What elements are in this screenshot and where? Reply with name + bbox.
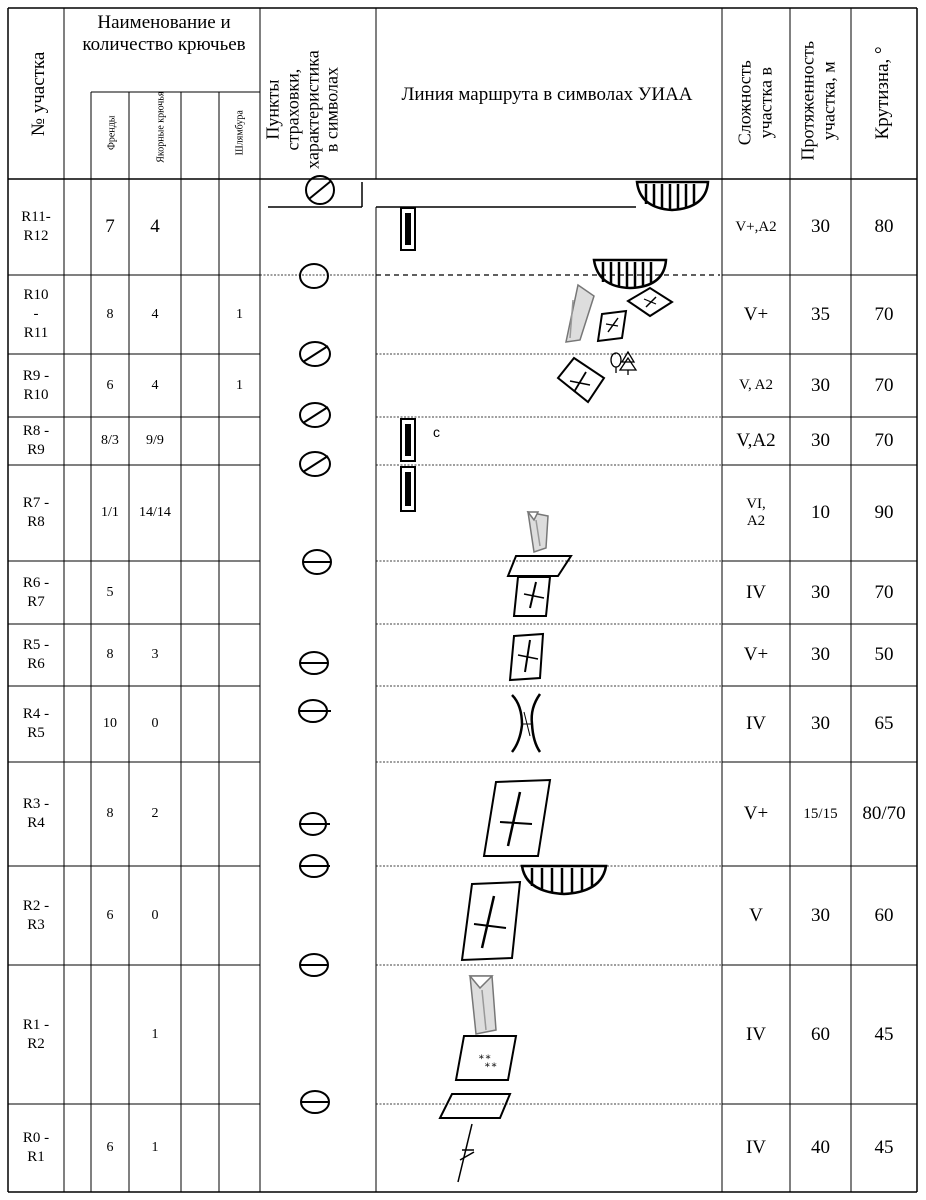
anchor-hooks-count: 4 xyxy=(151,306,159,322)
belay-point-icon xyxy=(300,652,328,674)
header-hooks-group: Наименование и количество крючьев xyxy=(82,12,246,55)
belay-point-icon xyxy=(300,342,330,366)
header-difficulty: Сложность участка в xyxy=(734,60,775,146)
belay-point-icon xyxy=(300,403,330,427)
belay-point-icon xyxy=(268,176,362,207)
belay-point-icon xyxy=(301,1091,329,1113)
frends-count: 5 xyxy=(106,584,114,600)
anchor-hooks-count: 2 xyxy=(151,806,159,821)
overhang-icon xyxy=(637,182,708,210)
header-frends: Френды xyxy=(106,115,118,150)
rock-slab-icon xyxy=(628,288,672,316)
section-length: 30 xyxy=(811,581,830,603)
section-length: 30 xyxy=(811,374,830,396)
difficulty: IV xyxy=(745,581,767,603)
difficulty: V xyxy=(749,904,763,926)
steepness: 45 xyxy=(874,1137,894,1158)
frends-count: 6 xyxy=(106,1140,114,1155)
belay-point-icon xyxy=(300,264,328,288)
anchor-hooks-count: 1 xyxy=(151,1026,159,1042)
anchor-hooks-count: 4 xyxy=(150,216,160,237)
slings-count: 1 xyxy=(236,377,243,393)
section-label: R3 - R4 xyxy=(22,796,50,831)
steepness: 65 xyxy=(874,713,894,734)
steepness: 70 xyxy=(874,581,894,603)
frends-count: 8 xyxy=(106,647,114,662)
snow-slab-icon xyxy=(508,556,571,576)
difficulty: V+,A2 xyxy=(735,218,777,235)
belay-point-icon xyxy=(299,700,331,722)
difficulty: IV xyxy=(745,1023,767,1045)
rock-slab-icon xyxy=(514,577,550,616)
frends-count: 10 xyxy=(103,716,117,731)
chimney-icon xyxy=(512,694,540,752)
anchor-hooks-count: 0 xyxy=(151,907,159,923)
ice-icon xyxy=(566,285,594,342)
anchor-hooks-count: 9/9 xyxy=(146,433,164,448)
difficulty: V+ xyxy=(743,303,769,325)
rock-slab-icon xyxy=(484,780,550,856)
snow-slab-icon xyxy=(456,1036,516,1080)
section-label: R1 - R2 xyxy=(22,1016,50,1052)
frends-count: 6 xyxy=(106,377,114,393)
section-label: R5 - R6 xyxy=(22,637,50,672)
difficulty: V+ xyxy=(743,644,769,665)
header-slings: Шлямбура xyxy=(234,110,246,156)
header-route-line: Линия маршрута в символах УИАА xyxy=(401,84,693,105)
header-anchor-hooks: Якорные крючья xyxy=(155,91,167,163)
frends-count: 8 xyxy=(106,806,114,821)
steepness: 90 xyxy=(874,502,894,523)
section-label: R7 - R8 xyxy=(22,495,50,530)
section-label: R8 - R9 xyxy=(22,423,50,458)
rock-slab-icon xyxy=(598,311,626,341)
section-length: 30 xyxy=(811,430,830,451)
header-steepness: Крутизна, ° xyxy=(872,46,894,140)
bolt-ladder-icon xyxy=(401,208,415,250)
ice-icon xyxy=(528,512,548,552)
frends-count: 8 xyxy=(106,306,114,322)
belay-point-icon xyxy=(300,452,330,476)
overhang-icon xyxy=(594,260,666,288)
svg-text:∗∗: ∗∗ xyxy=(484,1060,498,1071)
difficulty: V, A2 xyxy=(739,377,773,393)
header-length: Протяженность участка, м xyxy=(797,40,838,161)
rock-slab-icon xyxy=(510,634,543,680)
section-length: 15/15 xyxy=(803,805,838,822)
difficulty: IV xyxy=(745,1137,767,1158)
anchor-hooks-count: 14/14 xyxy=(139,505,171,520)
section-length: 30 xyxy=(811,713,830,734)
section-label: R2 - R3 xyxy=(22,897,50,933)
steepness: 45 xyxy=(874,1023,894,1045)
ice-icon xyxy=(470,976,496,1034)
tree-icon xyxy=(611,352,636,375)
section-label: R6 - R7 xyxy=(22,574,50,610)
steepness: 60 xyxy=(874,904,894,926)
anchor-hooks-count: 1 xyxy=(151,1140,159,1155)
section-length: 30 xyxy=(811,644,830,665)
section-length: 60 xyxy=(811,1023,830,1045)
section-label: R10 - R11 xyxy=(23,287,49,341)
section-label: R9 - R10 xyxy=(22,367,50,403)
difficulty: IV xyxy=(745,713,767,734)
steepness: 70 xyxy=(874,374,894,396)
anchor-hooks-count: 4 xyxy=(151,377,159,393)
frends-count: 8/3 xyxy=(101,433,119,448)
section-length: 40 xyxy=(811,1137,830,1158)
section-label: R4 - R5 xyxy=(22,706,50,741)
overhang-icon xyxy=(522,866,606,894)
frends-count: 6 xyxy=(106,907,114,923)
difficulty: V,A2 xyxy=(736,430,776,451)
belay-point-icon xyxy=(300,954,328,976)
section-length: 30 xyxy=(811,904,830,926)
bolt-ladder-icon xyxy=(401,467,415,511)
section-label: R11- R12 xyxy=(21,209,51,244)
steepness: 70 xyxy=(874,430,894,451)
steepness: 50 xyxy=(874,644,894,665)
section-length: 10 xyxy=(811,502,830,523)
bolt-ladder-icon xyxy=(401,419,415,461)
slings-count: 1 xyxy=(236,306,243,322)
section-length: 35 xyxy=(811,303,830,325)
snow-slab-icon xyxy=(440,1094,510,1118)
rock-slab-icon xyxy=(458,1124,474,1182)
header-belay-points: Пункты страховки, характеристика в символах xyxy=(262,50,342,169)
difficulty: VI, A2 xyxy=(746,496,766,529)
belay-point-icon xyxy=(299,813,330,835)
rock-slab-icon xyxy=(558,358,604,402)
frends-count: 7 xyxy=(105,216,115,237)
frends-count: 1/1 xyxy=(101,505,119,520)
header-section-number: № участка xyxy=(28,51,50,137)
rock-slab-icon xyxy=(462,882,520,960)
svg-text:∗∗: ∗∗ xyxy=(478,1052,492,1063)
steepness: 70 xyxy=(874,303,894,325)
section-length: 30 xyxy=(811,216,830,237)
anchor-hooks-count: 0 xyxy=(151,716,159,731)
difficulty: V+ xyxy=(743,803,769,824)
steepness: 80 xyxy=(874,216,894,237)
section-label: R0 - R1 xyxy=(22,1130,50,1165)
belay-point-icon xyxy=(299,855,330,877)
route-note: с xyxy=(433,424,440,440)
anchor-hooks-count: 3 xyxy=(151,647,159,662)
steepness: 80/70 xyxy=(862,803,906,824)
belay-point-icon xyxy=(303,550,331,574)
